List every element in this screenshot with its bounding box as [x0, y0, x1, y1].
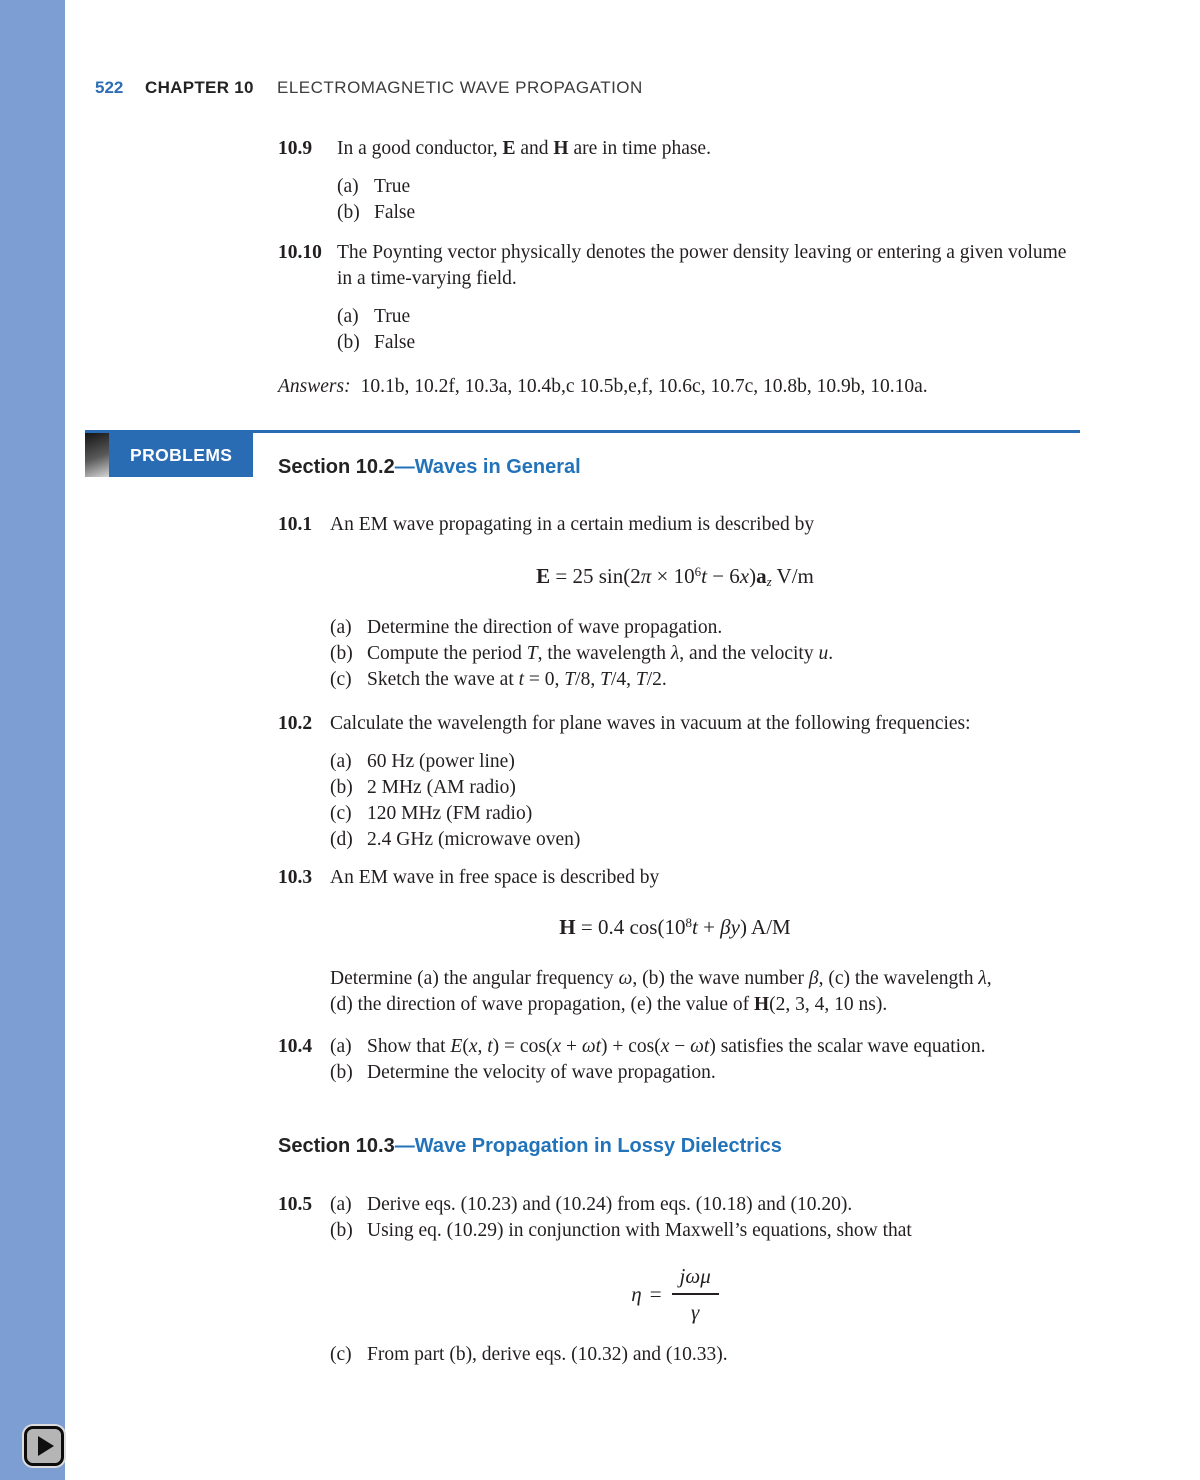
part-letter: (b) [330, 643, 353, 664]
part-text: Compute the period T, the wavelength λ, and the velocity u. [367, 643, 834, 664]
problem-number: 10.2 [278, 713, 313, 734]
problem-10-1 [278, 512, 1080, 693]
option-letter: (b) [337, 332, 360, 353]
question-number: 10.10 [278, 242, 322, 263]
equation-eta-fraction [270, 1262, 1080, 1326]
question-line-2: (d) the direction of wave propagation, (e) the value of H(2, 3, 4, 10 ns). [330, 994, 888, 1015]
play-button[interactable] [24, 1426, 64, 1466]
page-edge-band [0, 0, 65, 1480]
problems-badge-label: PROBLEMS [109, 433, 253, 477]
page-content [65, 0, 1200, 1368]
section-heading-prefix: Section 10.2 [278, 456, 395, 478]
part-letter: (c) [330, 669, 352, 690]
part-a [330, 1034, 1080, 1060]
fraction-numerator: jωμ [672, 1262, 719, 1295]
answer-options [337, 174, 1080, 226]
equation-e-field: E = 25 $\sin(2\pi \times 10^6t - 6x)az$ V/m [536, 563, 814, 590]
part-text: Determine the velocity of wave propagation. [367, 1062, 716, 1083]
section-heading-10-3 [278, 1134, 1080, 1158]
problem-body [330, 1034, 1080, 1086]
option-letter: (a) [337, 306, 359, 327]
part-a [330, 749, 1080, 775]
problem-number: 10.4 [278, 1036, 313, 1057]
problem-body [330, 865, 1080, 1018]
section-heading-10-2 [278, 433, 1080, 479]
problem-number: 10.1 [278, 514, 313, 535]
option-b [337, 200, 1080, 226]
part-letter: (b) [330, 777, 353, 798]
chapter-title: ELECTROMAGNETIC WAVE PROPAGATION [277, 78, 643, 97]
part-text: From part (b), derive eqs. (10.32) and (10.33). [367, 1344, 728, 1365]
answers-line [278, 374, 1080, 400]
part-letter: (a) [330, 617, 352, 638]
fraction-denominator: γ [690, 1300, 700, 1324]
option-a [337, 304, 1080, 330]
problem-intro: Calculate the wavelength for plane waves in vacuum at the following frequencies: [330, 713, 971, 734]
option-letter: (a) [337, 176, 359, 197]
part-text: Show that E(x, t) = cos(x + ωt) + cos(x − ωt) satisfies the scalar wave equation. [367, 1036, 986, 1057]
running-head [95, 78, 1080, 98]
badge-gradient-tab [85, 433, 109, 477]
part-letter: (b) [330, 1062, 353, 1083]
problem-number: 10.3 [278, 867, 313, 888]
question-text: The Poynting vector physically denotes the power density leaving or entering a given volume in a time-varying field. [337, 242, 1067, 289]
section-heading-title: —Wave Propagation in Lossy Dielectrics [394, 1135, 782, 1157]
problems-list [278, 512, 1080, 1368]
part-letter: (c) [330, 803, 352, 824]
review-questions [278, 136, 1080, 400]
equation-lhs: η [631, 1282, 642, 1306]
question-line-1: Determine (a) the angular frequency ω, (b) the wave number β, (c) the wavelength λ, [330, 968, 992, 989]
review-question-10-9 [278, 136, 1080, 226]
chapter-label: CHAPTER 10 [145, 78, 254, 97]
part-letter: (c) [330, 1344, 352, 1365]
option-label: True [374, 176, 411, 197]
problem-10-5 [278, 1192, 1080, 1368]
option-b [337, 330, 1080, 356]
part-b [330, 775, 1080, 801]
part-text: 60 Hz (power line) [367, 751, 515, 772]
part-letter: (b) [330, 1220, 353, 1241]
play-icon [38, 1436, 54, 1456]
problem-body [330, 512, 1080, 693]
option-label: True [374, 306, 411, 327]
answers-label: Answers: [278, 376, 351, 397]
part-text: Derive eqs. (10.23) and (10.24) from eqs. (10.18) and (10.20). [367, 1194, 853, 1215]
part-a [330, 615, 1080, 641]
problem-question-text [330, 966, 1080, 1018]
question-body [337, 136, 1080, 226]
problem-intro: An EM wave in free space is described by [330, 867, 660, 888]
part-b [330, 641, 1080, 667]
option-letter: (b) [337, 202, 360, 223]
part-text: Using eq. (10.29) in conjunction with Maxwell’s equations, show that [367, 1220, 912, 1241]
equation-h-field: H = 0.4 $\cos(10^8t + \beta y)$ A/M [559, 914, 791, 939]
part-text: Determine the direction of wave propagation. [367, 617, 723, 638]
problem-body [330, 1192, 1080, 1368]
problem-10-2 [278, 711, 1080, 853]
problem-parts [330, 615, 1080, 693]
part-b [330, 1060, 1080, 1086]
part-letter: (a) [330, 1036, 352, 1057]
problems-badge [85, 433, 253, 477]
question-text: In a good conductor, E and H are in time phase. [337, 138, 711, 159]
problem-10-4 [278, 1034, 1080, 1086]
problem-10-3 [278, 865, 1080, 1018]
fraction [672, 1262, 719, 1326]
part-letter: (a) [330, 751, 352, 772]
review-question-10-10 [278, 240, 1080, 356]
option-label: False [374, 332, 416, 353]
part-text: 2.4 GHz (microwave oven) [367, 829, 581, 850]
part-text: 120 MHz (FM radio) [367, 803, 533, 824]
question-number: 10.9 [278, 138, 313, 159]
option-a [337, 174, 1080, 200]
option-label: False [374, 202, 416, 223]
part-a [330, 1192, 1080, 1218]
problem-body [330, 711, 1080, 853]
page-content-inner [65, 0, 1105, 1368]
section-heading-title: —Waves in General [394, 456, 581, 478]
part-b [330, 1218, 1080, 1244]
part-letter: (a) [330, 1194, 352, 1215]
part-c [330, 801, 1080, 827]
problem-intro: An EM wave propagating in a certain medium is described by [330, 514, 815, 535]
part-text: Sketch the wave at t = 0, T/8, T/4, T/2. [367, 669, 667, 690]
equals-sign: = [649, 1282, 662, 1306]
question-body [337, 240, 1080, 356]
part-d [330, 827, 1080, 853]
page-number: 522 [95, 78, 124, 97]
problems-band [85, 430, 1080, 480]
part-c [330, 1342, 1080, 1368]
section-heading-prefix: Section 10.3 [278, 1135, 395, 1157]
problem-parts [330, 749, 1080, 853]
part-letter: (d) [330, 829, 353, 850]
answer-options [337, 304, 1080, 356]
problem-number: 10.5 [278, 1194, 313, 1215]
part-c [330, 667, 1080, 693]
part-text: 2 MHz (AM radio) [367, 777, 516, 798]
answers-values: 10.1b, 10.2f, 10.3a, 10.4b,c 10.5b,e,f, 10.6c, 10.7c, 10.8b, 10.9b, 10.10a. [360, 376, 928, 397]
